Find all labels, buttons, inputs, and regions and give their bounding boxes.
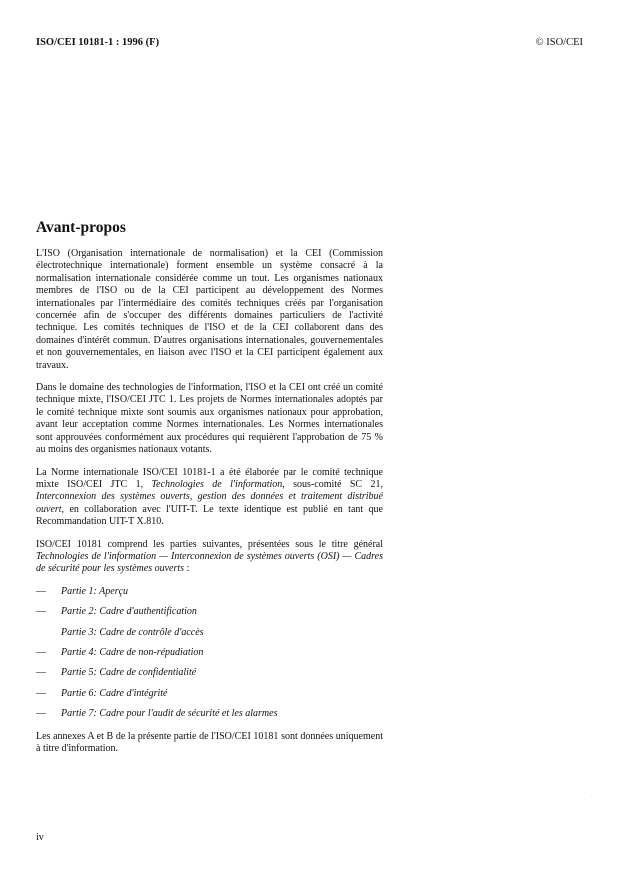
list-item [36, 647, 383, 659]
list-item [36, 667, 383, 679]
parts-intro-end: : [184, 563, 190, 575]
list-item [36, 688, 383, 700]
paragraph-parts-intro [36, 539, 383, 576]
list-dash: — [36, 646, 46, 658]
elaboration-text-1: La Norme internationale ISO/CEI 10181-1 a été élaborée par le comité technique mixte ISO/CEI JTC 1, [36, 466, 383, 490]
list-dash: — [36, 667, 46, 679]
elaboration-subcommittee-title: Interconnexion des systèmes ouverts, gestion des données et traitement distribué ouvert [36, 491, 383, 515]
copyright-notice: © ISO/CEI [535, 37, 583, 48]
list-dash: — [36, 708, 46, 720]
list-dash: — [36, 687, 46, 699]
part-title: Partie 5: Cadre de confidentialité [61, 667, 197, 679]
elaboration-text-3: , en collaboration avec l'UIT-T. Le texte identique est publié en tant que Recommandation UIT-T X.810. [36, 503, 383, 528]
list-item [36, 627, 383, 639]
page-number: iv [36, 832, 44, 843]
list-item [36, 606, 383, 618]
parts-general-title: Technologies de l'information — Interconnexion de systèmes ouverts (OSI) — Cadres de sécurité pour les systèmes ouverts [36, 550, 383, 575]
list-item [36, 708, 383, 720]
part-title: Partie 3: Cadre de contrôle d'accès [61, 626, 204, 638]
paragraph-jtc1: Dans le domaine des technologies de l'information, l'ISO et la CEI ont créé un comité technique mixte, l'ISO/CEI JTC 1. Les projets de Normes internationales adoptés par le comité technique mixte sont soumis aux organismes nationaux pour approbation, avant leur acceptation comme Normes internationales. Les Normes internationales sont approuvées conformément aux procédures qui requièrent l'approbation de 75 % au moins des organismes nationaux votants. [36, 382, 383, 456]
elaboration-committee-title: Technologies de l'information [151, 478, 283, 490]
scan-mark: . [591, 793, 593, 799]
foreword-body [36, 248, 383, 765]
list-item [36, 586, 383, 598]
paragraph-elaboration [36, 467, 383, 529]
part-title: Partie 2: Cadre d'authentification [61, 606, 197, 618]
part-title: Partie 6: Cadre d'intégrité [61, 687, 168, 699]
section-title: Avant-propos [36, 219, 126, 236]
parts-intro-text: ISO/CEI 10181 comprend les parties suivantes, présentées sous le titre général [36, 538, 383, 550]
parts-list [36, 586, 383, 721]
elaboration-text-2: , sous-comité SC 21, [282, 478, 383, 490]
paragraph-iso-cei: L'ISO (Organisation internationale de normalisation) et la CEI (Commission électrotechnique internationale) forment ensemble un système consacré à la normalisation internationale considérée comme un tout. Les organismes nationaux membres de l'ISO ou de la CEI participent au développement des Normes internationales par l'intermédiaire des comités techniques créés par l'organisation concernée afin de s'occuper des différents domaines particuliers de l'activité technique. Les comités techniques de l'ISO et de la CEI collaborent dans des domaines d'intérêt commun. D'autres organisations internationales, gouvernementales et non gouvernementales, en liaison avec l'ISO et la CEI participent également aux travaux. [36, 248, 383, 371]
document-id: ISO/CEI 10181-1 : 1996 (F) [36, 37, 160, 48]
page-header [36, 37, 583, 51]
part-title: Partie 7: Cadre pour l'audit de sécurité et les alarmes [61, 708, 278, 720]
part-title: Partie 1: Aperçu [61, 585, 129, 597]
part-title: Partie 4: Cadre de non-répudiation [61, 646, 204, 658]
list-dash: — [36, 585, 46, 597]
list-dash: — [36, 606, 46, 618]
paragraph-annexes: Les annexes A et B de la présente partie de l'ISO/CEI 10181 sont données uniquement à titre d'information. [36, 730, 383, 754]
